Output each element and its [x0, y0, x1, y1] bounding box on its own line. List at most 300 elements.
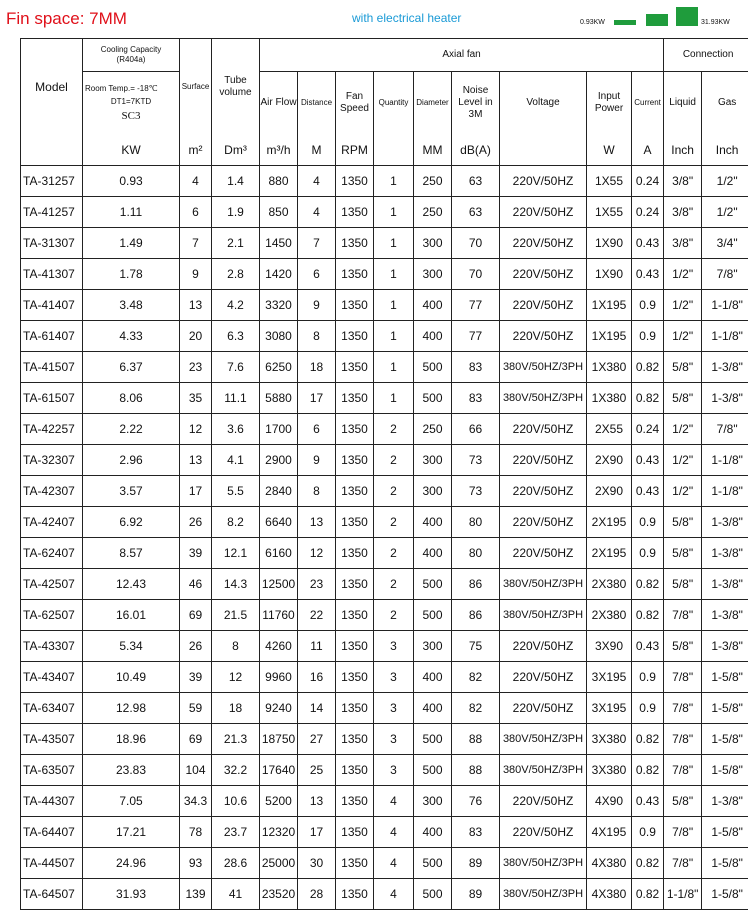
- table-cell: 500: [414, 847, 452, 878]
- model-cell: TA-42507: [21, 568, 83, 599]
- table-cell: 1350: [336, 413, 374, 444]
- table-cell: 18: [298, 351, 336, 382]
- table-cell: 220V/50HZ: [500, 475, 587, 506]
- table-cell: 59: [180, 692, 212, 723]
- table-row: [21, 785, 748, 816]
- table-row: [21, 754, 748, 785]
- table-cell: 220V/50HZ: [500, 258, 587, 289]
- col-gas: Gas: [702, 72, 748, 135]
- table-cell: 7/8": [664, 661, 702, 692]
- table-cell: 5/8": [664, 568, 702, 599]
- unit-cell: [500, 135, 587, 166]
- legend-max-label: 31.93KW: [701, 19, 730, 26]
- table-cell: 32.2: [212, 754, 260, 785]
- table-row: [21, 847, 748, 878]
- model-cell: TA-43507: [21, 723, 83, 754]
- table-cell: 1-1/8": [702, 289, 748, 320]
- legend-bar-large: [676, 7, 698, 26]
- table-cell: 1350: [336, 196, 374, 227]
- table-cell: 220V/50HZ: [500, 661, 587, 692]
- table-cell: 1-3/8": [702, 537, 748, 568]
- table-cell: 1X380: [587, 351, 632, 382]
- table-cell: 12500: [260, 568, 298, 599]
- table-cell: 1-5/8": [702, 816, 748, 847]
- col-fan-speed: Fan Speed: [336, 72, 374, 135]
- table-cell: 8.57: [83, 537, 180, 568]
- table-cell: 77: [452, 320, 500, 351]
- table-cell: 1-1/8": [702, 475, 748, 506]
- table-cell: 0.82: [632, 351, 664, 382]
- table-cell: 89: [452, 878, 500, 909]
- col-cooling-capacity: [83, 39, 180, 72]
- table-cell: 850: [260, 196, 298, 227]
- table-cell: 3.48: [83, 289, 180, 320]
- table-row: [21, 878, 748, 909]
- table-cell: 1/2": [664, 475, 702, 506]
- table-cell: 300: [414, 444, 452, 475]
- table-cell: 9240: [260, 692, 298, 723]
- table-cell: 1350: [336, 506, 374, 537]
- table-cell: 1/2": [702, 196, 748, 227]
- table-cell: 0.43: [632, 258, 664, 289]
- table-cell: 220V/50HZ: [500, 196, 587, 227]
- unit-cell: [374, 135, 414, 166]
- table-cell: 2: [374, 444, 414, 475]
- model-cell: TA-41407: [21, 289, 83, 320]
- table-cell: 0.82: [632, 568, 664, 599]
- table-cell: 1-5/8": [702, 723, 748, 754]
- unit-cell: RPM: [336, 135, 374, 166]
- table-cell: 12.98: [83, 692, 180, 723]
- table-cell: 380V/50HZ/3PH: [500, 351, 587, 382]
- model-cell: TA-62407: [21, 537, 83, 568]
- col-air-flow: Air Flow: [260, 72, 298, 135]
- table-cell: 220V/50HZ: [500, 506, 587, 537]
- table-cell: 17.21: [83, 816, 180, 847]
- table-cell: 1/2": [664, 444, 702, 475]
- table-cell: 26: [180, 506, 212, 537]
- table-cell: 250: [414, 413, 452, 444]
- table-cell: 23: [298, 568, 336, 599]
- table-cell: 17: [298, 382, 336, 413]
- table-cell: 250: [414, 165, 452, 196]
- legend-bar-medium: [646, 14, 668, 26]
- table-cell: 25: [298, 754, 336, 785]
- table-cell: 2: [374, 537, 414, 568]
- table-cell: 1350: [336, 599, 374, 630]
- model-cell: TA-41507: [21, 351, 83, 382]
- model-cell: TA-42307: [21, 475, 83, 506]
- table-cell: 11: [298, 630, 336, 661]
- table-cell: 1350: [336, 351, 374, 382]
- table-cell: 76: [452, 785, 500, 816]
- col-input-power: Input Power: [587, 72, 632, 135]
- model-cell: TA-42407: [21, 506, 83, 537]
- table-cell: 1350: [336, 878, 374, 909]
- table-cell: 6: [298, 258, 336, 289]
- table-cell: 1420: [260, 258, 298, 289]
- table-cell: 0.82: [632, 382, 664, 413]
- table-cell: 5200: [260, 785, 298, 816]
- table-row: [21, 599, 748, 630]
- col-axial-fan: Axial fan: [260, 39, 664, 72]
- table-cell: 400: [414, 320, 452, 351]
- table-cell: 1350: [336, 382, 374, 413]
- table-cell: 10.6: [212, 785, 260, 816]
- table-cell: 1.78: [83, 258, 180, 289]
- table-cell: 73: [452, 475, 500, 506]
- table-cell: 9: [298, 289, 336, 320]
- model-cell: TA-42257: [21, 413, 83, 444]
- table-cell: 4.33: [83, 320, 180, 351]
- table-cell: 8: [298, 475, 336, 506]
- unit-cell: KW: [83, 135, 180, 166]
- capacity-legend: [580, 6, 746, 28]
- table-cell: 86: [452, 568, 500, 599]
- table-cell: 1: [374, 320, 414, 351]
- table-cell: 7/8": [702, 413, 748, 444]
- table-cell: 3.57: [83, 475, 180, 506]
- table-cell: 18: [212, 692, 260, 723]
- table-cell: 1350: [336, 475, 374, 506]
- table-cell: 88: [452, 723, 500, 754]
- table-cell: 1-3/8": [702, 785, 748, 816]
- table-cell: 400: [414, 289, 452, 320]
- table-cell: 2X90: [587, 475, 632, 506]
- table-cell: 7/8": [664, 847, 702, 878]
- table-cell: 16.01: [83, 599, 180, 630]
- table-row: [21, 630, 748, 661]
- table-cell: 500: [414, 878, 452, 909]
- table-cell: 5/8": [664, 351, 702, 382]
- table-cell: 4: [180, 165, 212, 196]
- table-cell: 4.1: [212, 444, 260, 475]
- table-cell: 8: [298, 320, 336, 351]
- table-cell: 80: [452, 537, 500, 568]
- legend-bar-small: [614, 20, 636, 25]
- table-row: [21, 444, 748, 475]
- table-cell: 2X55: [587, 413, 632, 444]
- table-cell: 28: [298, 878, 336, 909]
- table-cell: 0.24: [632, 165, 664, 196]
- table-cell: 0.82: [632, 599, 664, 630]
- table-cell: 7/8": [664, 816, 702, 847]
- unit-cell: Dm³: [212, 135, 260, 166]
- table-cell: 46: [180, 568, 212, 599]
- table-cell: 5880: [260, 382, 298, 413]
- table-cell: 5/8": [664, 630, 702, 661]
- table-cell: 21.5: [212, 599, 260, 630]
- col-tube-volume: Tube volume: [212, 39, 260, 135]
- table-cell: 6: [298, 413, 336, 444]
- table-row: [21, 320, 748, 351]
- table-cell: 2X195: [587, 506, 632, 537]
- table-cell: 4: [374, 785, 414, 816]
- table-cell: 1350: [336, 537, 374, 568]
- table-cell: 14.3: [212, 568, 260, 599]
- table-cell: 1: [374, 351, 414, 382]
- table-cell: 220V/50HZ: [500, 630, 587, 661]
- table-cell: 0.82: [632, 878, 664, 909]
- table-cell: 1-3/8": [702, 351, 748, 382]
- table-cell: 31.93: [83, 878, 180, 909]
- table-cell: 4: [374, 847, 414, 878]
- table-cell: 6250: [260, 351, 298, 382]
- table-cell: 13: [298, 785, 336, 816]
- table-cell: 1-1/8": [702, 320, 748, 351]
- table-cell: 69: [180, 723, 212, 754]
- table-cell: 93: [180, 847, 212, 878]
- table-cell: 2.96: [83, 444, 180, 475]
- col-surface: Surface: [180, 39, 212, 135]
- table-cell: 3: [374, 630, 414, 661]
- table-cell: 6640: [260, 506, 298, 537]
- table-cell: 23520: [260, 878, 298, 909]
- table-cell: 1350: [336, 165, 374, 196]
- table-cell: 1350: [336, 289, 374, 320]
- unit-cell: A: [632, 135, 664, 166]
- table-cell: 7/8": [664, 599, 702, 630]
- table-cell: 1: [374, 289, 414, 320]
- table-cell: 0.9: [632, 661, 664, 692]
- col-liquid: Liquid: [664, 72, 702, 135]
- table-cell: 220V/50HZ: [500, 289, 587, 320]
- table-cell: 78: [180, 816, 212, 847]
- table-cell: 0.24: [632, 413, 664, 444]
- model-cell: TA-43407: [21, 661, 83, 692]
- table-cell: 3: [374, 661, 414, 692]
- table-cell: 1-1/8": [664, 878, 702, 909]
- table-cell: 1-5/8": [702, 692, 748, 723]
- table-cell: 1350: [336, 630, 374, 661]
- table-row: [21, 413, 748, 444]
- table-cell: 5.5: [212, 475, 260, 506]
- table-cell: 4: [298, 165, 336, 196]
- unit-cell: Inch: [664, 135, 702, 166]
- heater-note: with electrical heater: [352, 11, 461, 25]
- table-cell: 63: [452, 165, 500, 196]
- table-cell: 7.05: [83, 785, 180, 816]
- table-cell: 0.43: [632, 227, 664, 258]
- table-cell: 8: [212, 630, 260, 661]
- table-cell: 22: [298, 599, 336, 630]
- col-current: Current: [632, 72, 664, 135]
- table-row: [21, 568, 748, 599]
- table-cell: 3.6: [212, 413, 260, 444]
- table-cell: 7/8": [664, 723, 702, 754]
- table-cell: 2X380: [587, 568, 632, 599]
- table-cell: 12.1: [212, 537, 260, 568]
- table-cell: 1-1/8": [702, 444, 748, 475]
- table-cell: 16: [298, 661, 336, 692]
- model-cell: TA-31307: [21, 227, 83, 258]
- table-cell: 300: [414, 258, 452, 289]
- table-cell: 34.3: [180, 785, 212, 816]
- model-cell: TA-62507: [21, 599, 83, 630]
- table-cell: 1350: [336, 847, 374, 878]
- table-cell: 77: [452, 289, 500, 320]
- col-quantity: Quantity: [374, 72, 414, 135]
- table-cell: 1X55: [587, 165, 632, 196]
- table-cell: 6: [180, 196, 212, 227]
- table-cell: 4.2: [212, 289, 260, 320]
- table-cell: 0.9: [632, 289, 664, 320]
- table-cell: 5/8": [664, 537, 702, 568]
- spec-table-body: [21, 135, 748, 910]
- table-cell: 0.9: [632, 692, 664, 723]
- table-cell: 3: [374, 723, 414, 754]
- table-cell: 0.43: [632, 785, 664, 816]
- table-cell: 3: [374, 692, 414, 723]
- table-cell: 300: [414, 630, 452, 661]
- table-cell: 10.49: [83, 661, 180, 692]
- table-row: [21, 196, 748, 227]
- table-cell: 1350: [336, 754, 374, 785]
- model-cell: TA-44507: [21, 847, 83, 878]
- table-cell: 300: [414, 475, 452, 506]
- table-cell: 1X55: [587, 196, 632, 227]
- table-cell: 0.9: [632, 816, 664, 847]
- table-cell: 0.43: [632, 444, 664, 475]
- table-cell: 5.34: [83, 630, 180, 661]
- table-cell: 4X195: [587, 816, 632, 847]
- legend-min-label: 0.93KW: [580, 19, 605, 26]
- table-cell: 11760: [260, 599, 298, 630]
- table-cell: 4: [298, 196, 336, 227]
- table-row: [21, 816, 748, 847]
- table-cell: 14: [298, 692, 336, 723]
- table-cell: 400: [414, 537, 452, 568]
- table-cell: 0.43: [632, 475, 664, 506]
- table-row: [21, 165, 748, 196]
- cooling-capacity-label: Cooling Capacity: [83, 45, 179, 55]
- table-cell: 3X195: [587, 692, 632, 723]
- table-cell: 1.49: [83, 227, 180, 258]
- refrigerant-label: (R404a): [83, 55, 179, 65]
- table-cell: 1X195: [587, 289, 632, 320]
- table-cell: 1: [374, 382, 414, 413]
- table-row: [21, 475, 748, 506]
- table-cell: 13: [298, 506, 336, 537]
- table-cell: 7/8": [702, 258, 748, 289]
- table-cell: 2.1: [212, 227, 260, 258]
- table-cell: 17: [298, 816, 336, 847]
- table-cell: 220V/50HZ: [500, 165, 587, 196]
- table-cell: 0.9: [632, 320, 664, 351]
- table-cell: 1: [374, 258, 414, 289]
- table-cell: 380V/50HZ/3PH: [500, 382, 587, 413]
- table-cell: 39: [180, 661, 212, 692]
- table-cell: 86: [452, 599, 500, 630]
- table-cell: 500: [414, 599, 452, 630]
- table-cell: 39: [180, 537, 212, 568]
- table-cell: 28.6: [212, 847, 260, 878]
- model-cell: TA-61507: [21, 382, 83, 413]
- table-cell: 500: [414, 351, 452, 382]
- unit-cell: M: [298, 135, 336, 166]
- table-cell: 1-5/8": [702, 847, 748, 878]
- table-cell: 12: [212, 661, 260, 692]
- table-cell: 88: [452, 754, 500, 785]
- col-distance: Distance: [298, 72, 336, 135]
- table-cell: 500: [414, 382, 452, 413]
- unit-cell: W: [587, 135, 632, 166]
- table-cell: 1-3/8": [702, 568, 748, 599]
- units-row: [21, 135, 748, 166]
- model-cell: TA-63507: [21, 754, 83, 785]
- table-cell: 25000: [260, 847, 298, 878]
- table-cell: 880: [260, 165, 298, 196]
- table-cell: 220V/50HZ: [500, 227, 587, 258]
- table-cell: 6.92: [83, 506, 180, 537]
- table-cell: 2: [374, 506, 414, 537]
- table-cell: 7/8": [664, 692, 702, 723]
- model-cell: TA-64507: [21, 878, 83, 909]
- table-cell: 12320: [260, 816, 298, 847]
- table-cell: 4X380: [587, 847, 632, 878]
- table-cell: 1.11: [83, 196, 180, 227]
- table-cell: 1350: [336, 692, 374, 723]
- table-cell: 0.93: [83, 165, 180, 196]
- table-cell: 0.43: [632, 630, 664, 661]
- table-cell: 7: [298, 227, 336, 258]
- table-cell: 1X90: [587, 258, 632, 289]
- table-cell: 1350: [336, 258, 374, 289]
- table-cell: 1.4: [212, 165, 260, 196]
- table-cell: 13: [180, 444, 212, 475]
- model-cell: TA-64407: [21, 816, 83, 847]
- table-cell: 1350: [336, 661, 374, 692]
- table-cell: 3X380: [587, 723, 632, 754]
- table-cell: 12: [298, 537, 336, 568]
- model-cell: TA-43307: [21, 630, 83, 661]
- table-cell: 2.8: [212, 258, 260, 289]
- table-cell: 6.3: [212, 320, 260, 351]
- table-cell: 139: [180, 878, 212, 909]
- table-cell: 220V/50HZ: [500, 537, 587, 568]
- table-cell: 0.9: [632, 537, 664, 568]
- unit-cell: m²: [180, 135, 212, 166]
- fin-space-title: Fin space: 7MM: [6, 9, 127, 29]
- table-cell: 6160: [260, 537, 298, 568]
- table-cell: 83: [452, 382, 500, 413]
- page-header: [0, 0, 748, 36]
- model-cell: TA-41257: [21, 196, 83, 227]
- table-cell: 400: [414, 816, 452, 847]
- table-cell: 220V/50HZ: [500, 320, 587, 351]
- table-cell: 1X380: [587, 382, 632, 413]
- table-cell: 23: [180, 351, 212, 382]
- table-cell: 9960: [260, 661, 298, 692]
- unit-cell: dB(A): [452, 135, 500, 166]
- table-cell: 300: [414, 227, 452, 258]
- table-cell: 1350: [336, 785, 374, 816]
- table-cell: 1-5/8": [702, 661, 748, 692]
- table-cell: 3: [374, 754, 414, 785]
- table-cell: 220V/50HZ: [500, 413, 587, 444]
- table-cell: 1-3/8": [702, 599, 748, 630]
- col-model: Model: [21, 39, 83, 135]
- table-cell: 8.2: [212, 506, 260, 537]
- table-cell: 380V/50HZ/3PH: [500, 599, 587, 630]
- table-row: [21, 506, 748, 537]
- model-cell: TA-31257: [21, 165, 83, 196]
- table-row: [21, 351, 748, 382]
- table-cell: 17640: [260, 754, 298, 785]
- table-cell: 35: [180, 382, 212, 413]
- table-cell: 1350: [336, 227, 374, 258]
- table-cell: 380V/50HZ/3PH: [500, 568, 587, 599]
